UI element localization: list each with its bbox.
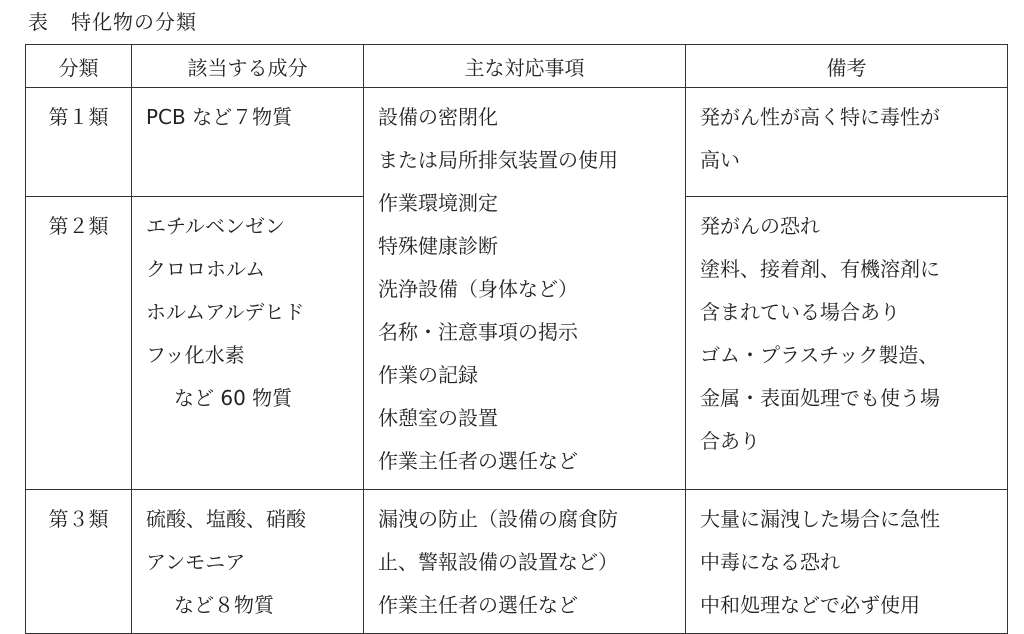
note-line: 含まれている場合あり: [700, 299, 900, 324]
header-components: 該当する成分: [132, 45, 364, 88]
note-line: 金属・表面処理でも使う場: [700, 385, 940, 410]
component-line: エチルベンゼン: [146, 213, 285, 238]
table-header-row: [26, 45, 1008, 88]
note-line: 大量に漏洩した場合に急性: [700, 507, 940, 531]
measure-line: 作業の記録: [378, 363, 478, 387]
measure-line: 作業主任者の選任など: [378, 593, 578, 617]
measure-line: 名称・注意事項の掲示: [378, 320, 578, 344]
components-cell: [132, 88, 364, 197]
shared-measures-cell: [364, 88, 686, 490]
note-line: 発がんの恐れ: [700, 213, 820, 238]
caption-prefix: 表: [28, 10, 49, 34]
note-line: 塗料、接着剤、有機溶剤に: [700, 256, 940, 281]
measure-line: 休憩室の設置: [378, 406, 498, 430]
measure-line: または局所排気装置の使用: [378, 148, 618, 172]
measure-line: 洗浄設備（身体など）: [378, 277, 578, 301]
note-line: 合あり: [700, 428, 760, 453]
measure-line: 止、警報設備の設置など）: [378, 550, 618, 574]
table-row: [26, 490, 1008, 634]
class-label: 第２類: [48, 213, 109, 238]
measure-line: 特殊健康診断: [378, 234, 498, 258]
component-line: アンモニア: [146, 550, 246, 574]
component-line: 硫酸、塩酸、硝酸: [146, 507, 306, 531]
note-line: 高い: [700, 148, 740, 172]
measure-line: 設備の密閉化: [378, 105, 498, 129]
components-cell: [132, 490, 364, 634]
class-cell: [26, 490, 132, 634]
table-row: [26, 88, 1008, 197]
class-cell: [26, 88, 132, 197]
component-line: クロロホルム: [146, 256, 266, 281]
component-line: など８物質: [174, 593, 274, 617]
note-line: 発がん性が高く特に毒性が: [700, 105, 940, 129]
note-line: ゴム・プラスチック製造、: [700, 342, 939, 367]
measures-cell: [364, 490, 686, 634]
class-cell: [26, 196, 132, 489]
class-label: 第１類: [48, 105, 109, 129]
notes-cell: [686, 196, 1008, 489]
caption-title: 特化物の分類: [71, 10, 197, 34]
component-line: フッ化水素: [146, 342, 245, 367]
component-line: ホルムアルデヒド: [146, 299, 305, 324]
notes-cell: [686, 88, 1008, 197]
notes-cell: [686, 490, 1008, 634]
component-line: など 60 物質: [174, 385, 293, 410]
note-line: 中毒になる恐れ: [700, 550, 840, 574]
header-measures: 主な対応事項: [364, 45, 686, 88]
table-caption: [28, 6, 197, 35]
measure-line: 作業環境測定: [378, 191, 498, 215]
measure-line: 漏洩の防止（設備の腐食防: [378, 507, 618, 531]
class-label: 第３類: [48, 507, 109, 531]
component-line: PCB など７物質: [146, 105, 293, 129]
components-cell: [132, 196, 364, 489]
header-notes: 備考: [686, 45, 1008, 88]
note-line: 中和処理などで必ず使用: [700, 593, 920, 617]
header-class: 分類: [26, 45, 132, 88]
classification-table: [25, 44, 1008, 634]
measure-line: 作業主任者の選任など: [378, 449, 578, 473]
